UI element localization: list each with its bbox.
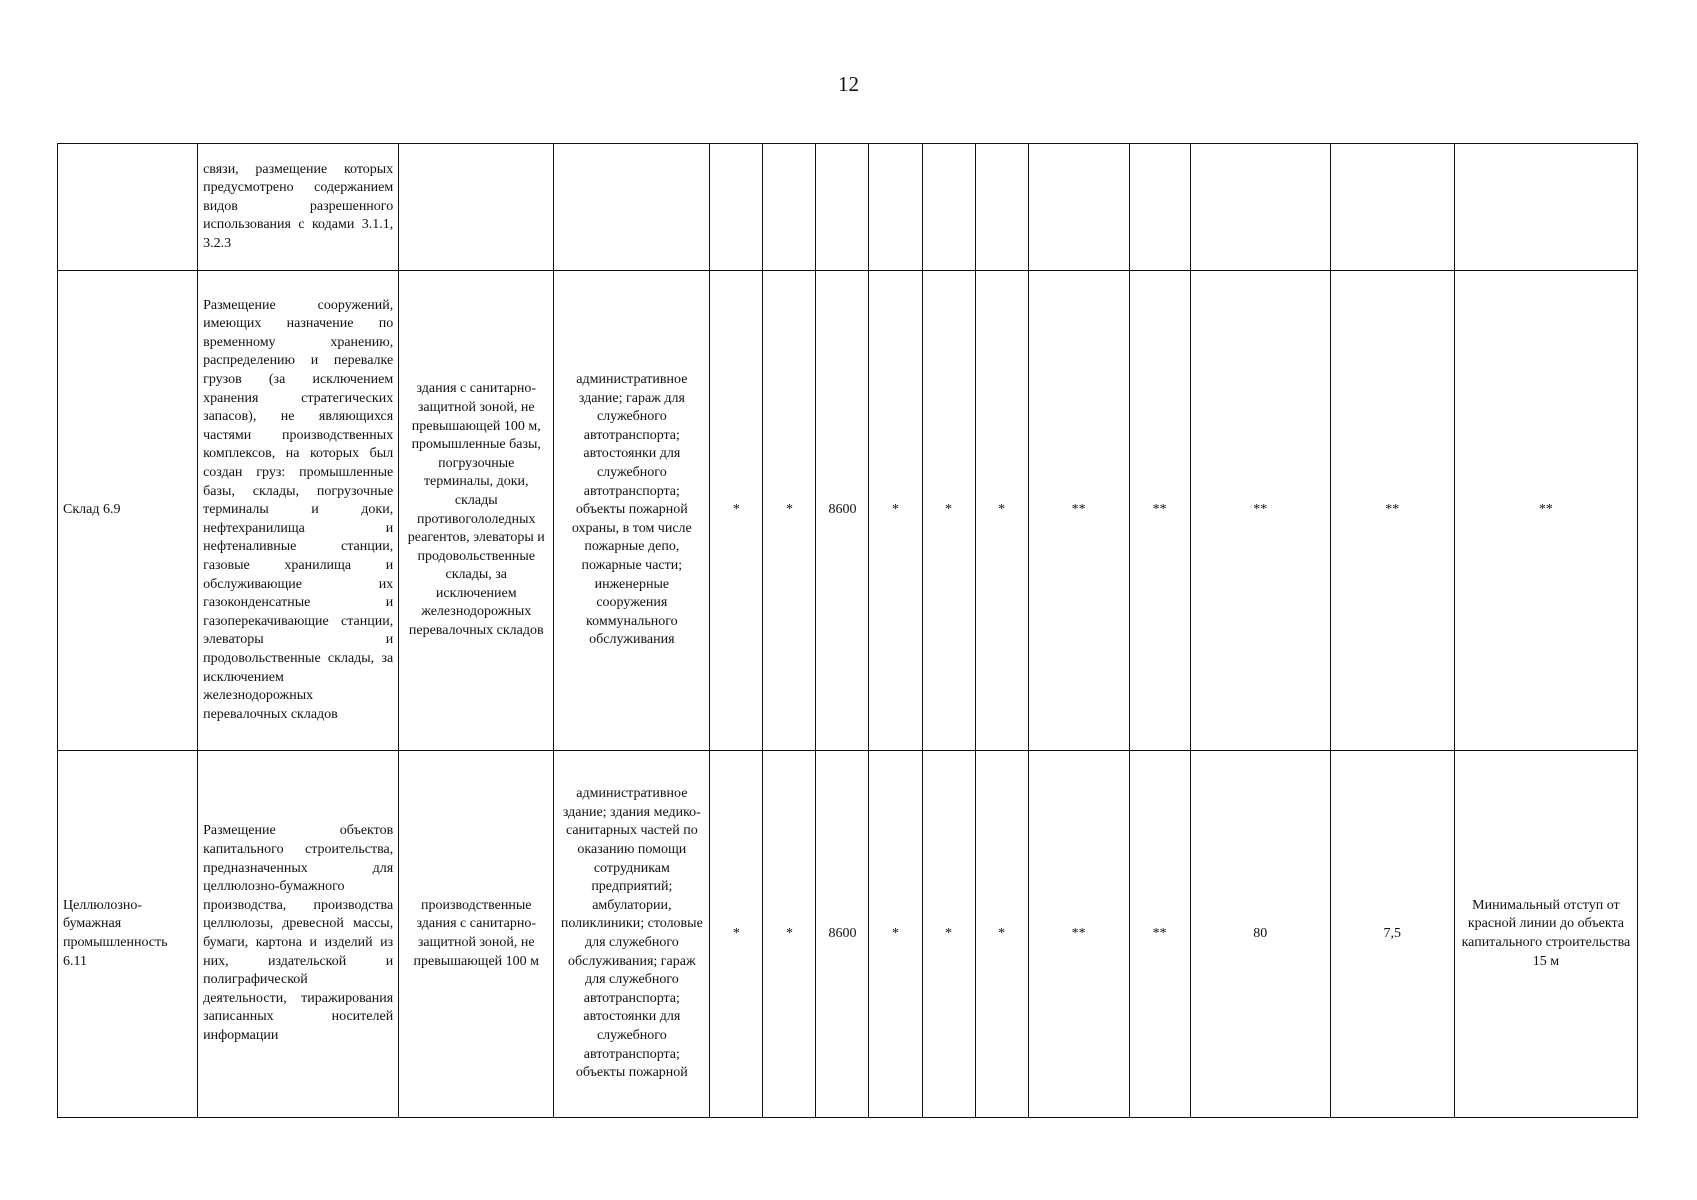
param-cell: 7,5 xyxy=(1330,751,1454,1118)
param-cell: ** xyxy=(1129,751,1190,1118)
note-cell: ** xyxy=(1454,271,1637,751)
page-number: 12 xyxy=(838,72,859,96)
param-cell: ** xyxy=(1028,751,1129,1118)
use-type-name xyxy=(58,144,198,271)
param-cell: * xyxy=(869,751,922,1118)
param-cell: * xyxy=(710,751,763,1118)
param-cell: * xyxy=(975,751,1028,1118)
table-row xyxy=(58,751,1638,1118)
param-cell xyxy=(710,144,763,271)
use-description: Размещение сооружений, имеющих назначение по временному хранению, распределению и перевалке грузов (за исключением хранения стратегических запасов), не являющихся частями производственных комплексов, на которых был создан груз: промышленные базы, склады, погрузочные терминалы и доки, нефтехранилища и нефтеналивные станции, газовые хранилища и обслуживающие их газоконденсатные и газоперекачивающие станции, элеваторы и продовольственные склады, за исключением железнодорожных перевалочных складов xyxy=(198,271,399,751)
param-cell: * xyxy=(922,751,975,1118)
param-cell xyxy=(1190,144,1330,271)
param-cell: * xyxy=(710,271,763,751)
auxiliary-uses: административное здание; гараж для служебного автотранспорта; автостоянки для служебного автотранспорта; объекты пожарной охраны, в том числе пожарные депо, пожарные части; инженерные сооружения коммунального обслуживания xyxy=(554,271,710,751)
param-cell: ** xyxy=(1028,271,1129,751)
land-use-table xyxy=(57,143,1638,1118)
param-cell: * xyxy=(922,271,975,751)
param-cell: ** xyxy=(1129,271,1190,751)
conditional-uses xyxy=(399,144,554,271)
param-cell xyxy=(922,144,975,271)
param-cell xyxy=(1028,144,1129,271)
param-cell: ** xyxy=(1330,271,1454,751)
auxiliary-uses xyxy=(554,144,710,271)
param-cell: ** xyxy=(1190,271,1330,751)
table-row xyxy=(58,144,1638,271)
use-description: Размещение объектов капитального строительства, предназначенных для целлюлозно-бумажного производства, производства целлюлозы, древесной массы, бумаги, картона и изделий из них, издательской и полиграфической деятельности, тиражирования записанных носителей информации xyxy=(198,751,399,1118)
auxiliary-uses: административное здание; здания медико-санитарных частей по оказанию помощи сотрудникам предприятий; амбулатории, поликлиники; столовые для служебного обслуживания; гараж для служебного автотранспорта; автостоянки для служебного автотранспорта; объекты пожарной xyxy=(554,751,710,1118)
use-type-name: Целлюлозно-бумажная промышленность 6.11 xyxy=(58,751,198,1118)
param-cell xyxy=(975,144,1028,271)
param-cell xyxy=(869,144,922,271)
param-cell xyxy=(763,144,816,271)
table-row xyxy=(58,271,1638,751)
param-cell: 8600 xyxy=(816,751,869,1118)
param-cell: * xyxy=(975,271,1028,751)
conditional-uses: здания с санитарно-защитной зоной, не превышающей 100 м, промышленные базы, погрузочные терминалы, доки, склады противогололедных реагентов, элеваторы и продовольственные склады, за исключением железнодорожных перевалочных складов xyxy=(399,271,554,751)
param-cell: * xyxy=(763,271,816,751)
param-cell: 80 xyxy=(1190,751,1330,1118)
param-cell: 8600 xyxy=(816,271,869,751)
param-cell xyxy=(1129,144,1190,271)
note-cell: Минимальный отступ от красной линии до объекта капитального строительства 15 м xyxy=(1454,751,1637,1118)
use-type-name: Склад 6.9 xyxy=(58,271,198,751)
conditional-uses: производственные здания с санитарно-защитной зоной, не превышающей 100 м xyxy=(399,751,554,1118)
param-cell: * xyxy=(763,751,816,1118)
use-description: связи, размещение которых предусмотрено содержанием видов разрешенного использования с кодами 3.1.1, 3.2.3 xyxy=(198,144,399,271)
param-cell: * xyxy=(869,271,922,751)
note-cell xyxy=(1454,144,1637,271)
param-cell xyxy=(816,144,869,271)
param-cell xyxy=(1330,144,1454,271)
